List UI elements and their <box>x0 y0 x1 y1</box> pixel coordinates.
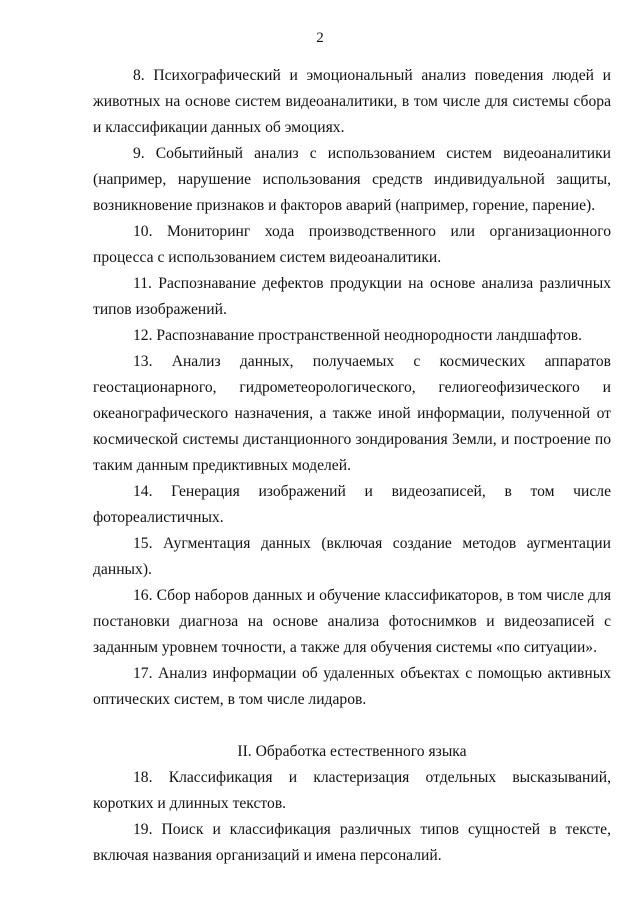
document-body <box>93 63 611 869</box>
paragraph-10: 10. Мониторинг хода производственного или организационного процесса с использованием систем видеоаналитики. <box>93 223 611 266</box>
paragraph-15: 15. Аугментация данных (включая создание методов аугментации данных). <box>93 535 611 578</box>
paragraph-16: 16. Сбор наборов данных и обучение классификаторов, в том числе для постановки диагноза на основе анализа фотоснимков и видеозаписей с заданным уровнем точности, а также для обучения системы «по ситуации». <box>93 587 611 656</box>
page-number: 2 <box>316 30 324 46</box>
paragraph-13: 13. Анализ данных, получаемых с космических аппаратов геостационарного, гидрометеорологического, гелиогеофизического и океанографического назначения, а также иной информации, полученной от космической системы дистанционного зондирования Земли, и построение по таким данным предиктивных моделей. <box>93 353 611 474</box>
paragraph-9: 9. Событийный анализ с использованием систем видеоаналитики (например, нарушение использования средств индивидуальной защиты, возникновение признаков и факторов аварий (например, горение, парение). <box>93 145 611 214</box>
section-heading: II. Обработка естественного языка <box>237 743 467 760</box>
paragraph-11: 11. Распознавание дефектов продукции на основе анализа различных типов изображений. <box>93 275 611 318</box>
paragraph-8: 8. Психографический и эмоциональный анализ поведения людей и животных на основе систем видеоаналитики, в том числе для системы сбора и классификации данных об эмоциях. <box>93 67 611 136</box>
paragraph-12: 12. Распознавание пространственной неоднородности ландшафтов. <box>133 327 582 344</box>
paragraph-18: 18. Классификация и кластеризация отдельных высказываний, коротких и длинных текстов. <box>93 769 611 812</box>
paragraph-17: 17. Анализ информации об удаленных объектах с помощью активных оптических систем, в том числе лидаров. <box>93 665 611 708</box>
paragraph-14: 14. Генерация изображений и видеозаписей, в том числе фотореалистичных. <box>93 483 611 526</box>
paragraph-19: 19. Поиск и классификация различных типов сущностей в тексте, включая названия организаций и имена персоналий. <box>93 821 611 864</box>
